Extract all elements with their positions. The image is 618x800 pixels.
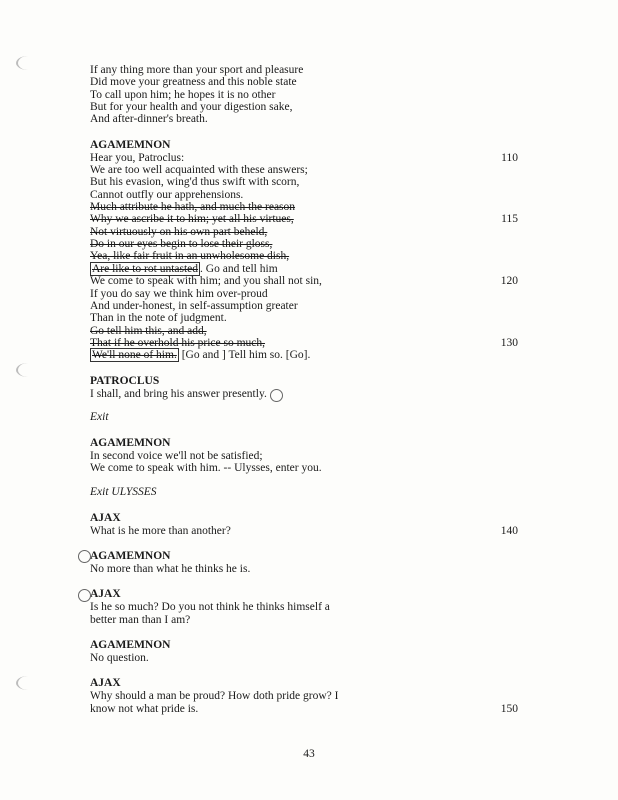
verse-line: Cannot outfly our apprehensions. — [90, 188, 244, 201]
verse-line — [90, 388, 520, 400]
verse-line: Why should a man be proud? How doth pride grow? I — [90, 690, 339, 703]
line-number: 150 — [500, 702, 518, 715]
verse-line: We come to speak with him. -- Ulysses, enter you. — [90, 462, 322, 475]
verse-line — [90, 263, 520, 275]
struck-line: Do in our eyes begin to lose their gloss, — [90, 238, 273, 251]
verse-line — [90, 152, 520, 164]
struck-line: Not virtuously on his own part beheld, — [90, 225, 268, 238]
speaker-name — [90, 588, 520, 601]
verse-text: [Go and ] Tell him so. [Go]. — [178, 349, 311, 362]
script-text — [90, 64, 520, 715]
verse-line: But for your health and your digestion sake, — [90, 101, 293, 114]
stage-direction: Exit ULYSSES — [90, 485, 157, 498]
circled-pencil-mark — [270, 389, 283, 402]
line-number: 115 — [501, 213, 518, 226]
verse-line — [90, 275, 520, 287]
verse-line: Than in the note of judgment. — [90, 312, 227, 325]
verse-line — [90, 525, 520, 537]
speaker-name: AGAMEMNON — [90, 638, 171, 651]
verse-line: To call upon him; he hopes it is no other — [90, 88, 276, 101]
page-number: 43 — [303, 748, 315, 760]
struck-text: Are like to rot untasted — [92, 262, 199, 275]
speaker-name: AGAMEMNON — [90, 138, 171, 151]
line-number: 130 — [500, 336, 518, 349]
verse-text: What is he more than another? — [90, 524, 231, 537]
verse-text: I shall, and bring his answer presently. — [90, 387, 267, 400]
speaker-name: AJAX — [90, 677, 121, 690]
verse-line: And after-dinner's breath. — [90, 113, 208, 126]
struck-text: That if he overhold his price so much, — [90, 336, 266, 349]
verse-text: Hear you, Patroclus: — [90, 151, 185, 164]
struck-text: We'll none of him. — [92, 349, 177, 362]
punch-hole-middle — [16, 363, 40, 377]
verse-text: We come to speak with him; and you shall not sin, — [90, 275, 322, 288]
struck-text: Why we ascribe it to him; yet all his virtues, — [90, 213, 294, 226]
line-number: 120 — [500, 275, 518, 288]
struck-line: Go tell him this, and add, — [90, 324, 207, 337]
speaker-name: AJAX — [90, 511, 121, 524]
speaker-name — [90, 550, 520, 563]
verse-line: We are too well acquainted with these answers; — [90, 164, 308, 177]
stage-direction: Exit — [90, 410, 109, 423]
struck-line: Much attribute he hath, and much the reason — [90, 201, 296, 214]
verse-text: know not what pride is. — [90, 702, 199, 715]
verse-line — [90, 349, 520, 361]
verse-line: Did move your greatness and this noble state — [90, 76, 297, 89]
verse-line: If you do say we think him over-proud — [90, 287, 268, 300]
circled-pencil-mark — [78, 550, 91, 563]
struck-line: Yea, like fair fruit in an unwholesome dish, — [90, 250, 290, 263]
verse-text: . Go and tell him — [200, 262, 278, 275]
speaker-name: PATROCLUS — [90, 374, 160, 387]
punch-hole-bottom — [16, 676, 40, 690]
speaker-label: AGAMEMNON — [90, 549, 171, 562]
verse-line — [90, 213, 520, 225]
punch-hole-top — [16, 56, 40, 70]
line-number: 140 — [500, 524, 518, 537]
verse-line: No more than what he thinks he is. — [90, 562, 251, 575]
verse-line — [90, 703, 520, 715]
verse-line: But his evasion, wing'd thus swift with scorn, — [90, 176, 300, 189]
line-number: 110 — [501, 151, 518, 164]
verse-line: If any thing more than your sport and pleasure — [90, 64, 304, 76]
verse-line: And under-honest, in self-assumption greater — [90, 299, 298, 312]
speaker-label: AJAX — [90, 588, 121, 601]
speaker-name: AGAMEMNON — [90, 436, 171, 449]
verse-line: In second voice we'll not be satisfied; — [90, 449, 263, 462]
verse-line: better man than I am? — [90, 613, 191, 626]
verse-line: Is he so much? Do you not think he thinks himself a — [90, 601, 330, 614]
verse-line: No question. — [90, 651, 149, 664]
